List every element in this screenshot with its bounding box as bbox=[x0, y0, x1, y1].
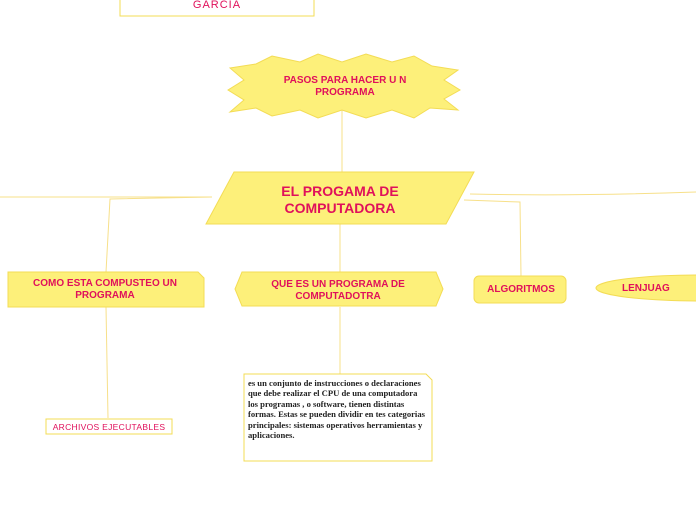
archivos-node-label: ARCHIVOS EJECUTABLES bbox=[52, 421, 166, 432]
connector-main-lenguaje bbox=[470, 192, 696, 195]
pasos-node-label: PASOS PARA HACER U N PROGRAMA bbox=[283, 74, 407, 98]
connector-main-como bbox=[106, 197, 212, 272]
connector-lines bbox=[0, 108, 696, 418]
descripcion-node-text: es un conjunto de instrucciones o declaraciones que debe realizar el CPU de una computadora los programas , o software, tienen distintas formas. Estas se pueden dividir en tes categorias principales: sistemas operativos herramientas y aplicaciones. bbox=[248, 378, 425, 441]
main-topic-label: EL PROGAMA DE COMPUTADORA bbox=[281, 182, 399, 216]
que-node-label: QUE ES UN PROGRAMA DE COMPUTADOTRA bbox=[271, 278, 405, 302]
connector-main-algoritmos bbox=[464, 200, 521, 276]
lenguaje-node-label: LENJUAG bbox=[622, 282, 670, 294]
connector-como-archivos bbox=[106, 307, 108, 418]
como-node-label: COMO ESTA COMPUSTEO UN PROGRAMA bbox=[33, 277, 177, 301]
algoritmos-node-label: ALGORITMOS bbox=[487, 283, 555, 295]
author-node-label: GARCIA bbox=[192, 0, 242, 12]
